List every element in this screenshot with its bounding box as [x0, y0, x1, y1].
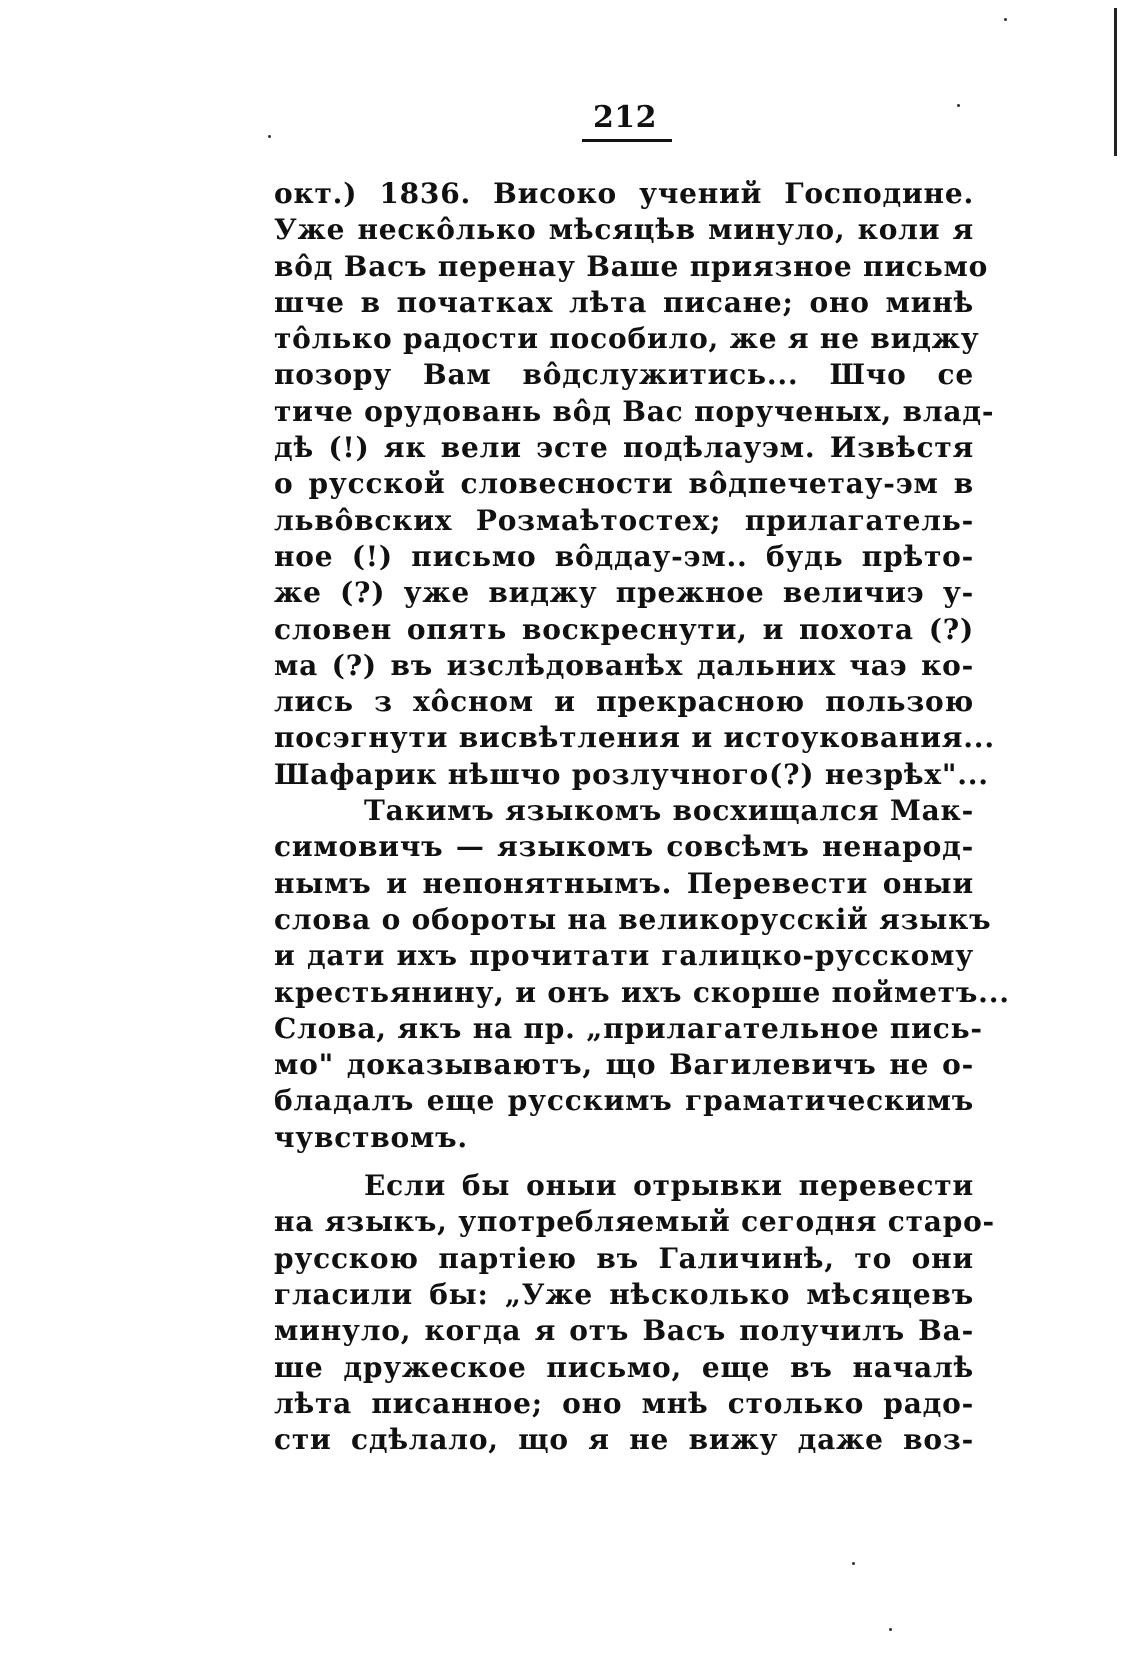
text-line: посэгнути висвѣтления и истоукования...: [274, 721, 995, 755]
text-line: дѣ (!) як вели эсте подѣлауэм. Извѣстя: [274, 431, 974, 465]
text-line: львôвских Розмаѣтостех; прилагатель-: [274, 503, 974, 537]
text-line: позору Вам вôдслужитись... Шчо се: [274, 358, 974, 392]
text-line: Слова, якъ на пр. „прилагательное пись-: [274, 1011, 983, 1045]
text-line: гласили бы: „Уже нѣсколько мѣсяцевъ: [274, 1277, 974, 1311]
scan-speck: [1004, 18, 1007, 21]
text-line: шче в початках лѣта писане; оно минѣ: [274, 285, 974, 319]
text-line: бладалъ еще русскимъ граматическимъ: [274, 1084, 974, 1118]
page-number: 212: [592, 100, 658, 135]
text-line: симовичъ — языкомъ совсѣмъ ненарод-: [274, 830, 974, 864]
scan-speck: [957, 104, 960, 107]
text-line: нымъ и непонятнымъ. Перевести оныи: [274, 866, 974, 900]
page-edge-rule: [1114, 8, 1117, 156]
text-line: лись з хôсном и прекрасною пользою: [274, 685, 974, 719]
text-line: словен опять воскреснути, и похота (?): [274, 612, 974, 646]
text-line: минуло, когда я отъ Васъ получилъ Ва-: [274, 1314, 974, 1348]
text-line: мо" доказываютъ, що Вагилевичъ не о-: [274, 1048, 974, 1082]
text-line: Такимъ языкомъ восхищался Мак-: [364, 794, 974, 828]
text-line: чувствомъ.: [274, 1120, 468, 1154]
text-line: Уже нескôлько мѣсяцѣв минуло, коли я: [274, 213, 974, 247]
text-line: о русской словесности вôдпечетау-эм в: [274, 467, 974, 501]
text-line: тиче орудовань вôд Вас порученых, влад-: [274, 394, 995, 428]
text-line: сти сдѣлало, що я не вижу даже воз-: [274, 1423, 974, 1457]
text-line: ное (!) письмо вôддау-эм.. будь прѣто-: [274, 539, 974, 573]
text-line: крестьянину, и онъ ихъ скорше пойметъ...: [274, 975, 1010, 1009]
text-line: Шафарик нѣшчо розлучного(?) незрѣх"...: [274, 757, 989, 791]
paragraph-commentary-1: [274, 793, 1010, 1156]
body-text: [274, 176, 1010, 1458]
text-line: же (?) уже виджу прежное величиэ у-: [274, 576, 974, 610]
text-line: ма (?) въ изслѣдованѣх дальних чаэ ко-: [274, 648, 974, 682]
scan-speck: [852, 1562, 855, 1565]
text-line: тôлько радости пособило, же я не виджу: [274, 322, 980, 356]
text-line: вôд Васъ перенау Ваше приязное письмо: [274, 249, 989, 283]
text-line: русскою партіею въ Галичинѣ, то они: [274, 1241, 974, 1275]
paragraph-commentary-2: [274, 1168, 995, 1458]
text-line: окт.) 1836. Високо учений Господине.: [274, 177, 974, 210]
scan-speck: [889, 1628, 892, 1631]
scan-speck: [268, 135, 271, 138]
text-line: Если бы оныи отрывки перевести: [364, 1169, 974, 1203]
paragraph-gap: [274, 1156, 974, 1168]
text-line: лѣта писанное; оно мнѣ столько радо-: [274, 1386, 974, 1420]
page-number-underline: [582, 139, 672, 142]
text-line: ше дружеское письмо, еще въ началѣ: [274, 1350, 974, 1384]
text-line: слова о обороты на великорусскій языкъ: [274, 902, 992, 936]
text-line: и дати ихъ прочитати галицко-русскому: [274, 939, 974, 973]
paragraph-quote: [274, 176, 995, 793]
text-line: на языкъ, употребляемый сегодня старо-: [274, 1205, 995, 1239]
